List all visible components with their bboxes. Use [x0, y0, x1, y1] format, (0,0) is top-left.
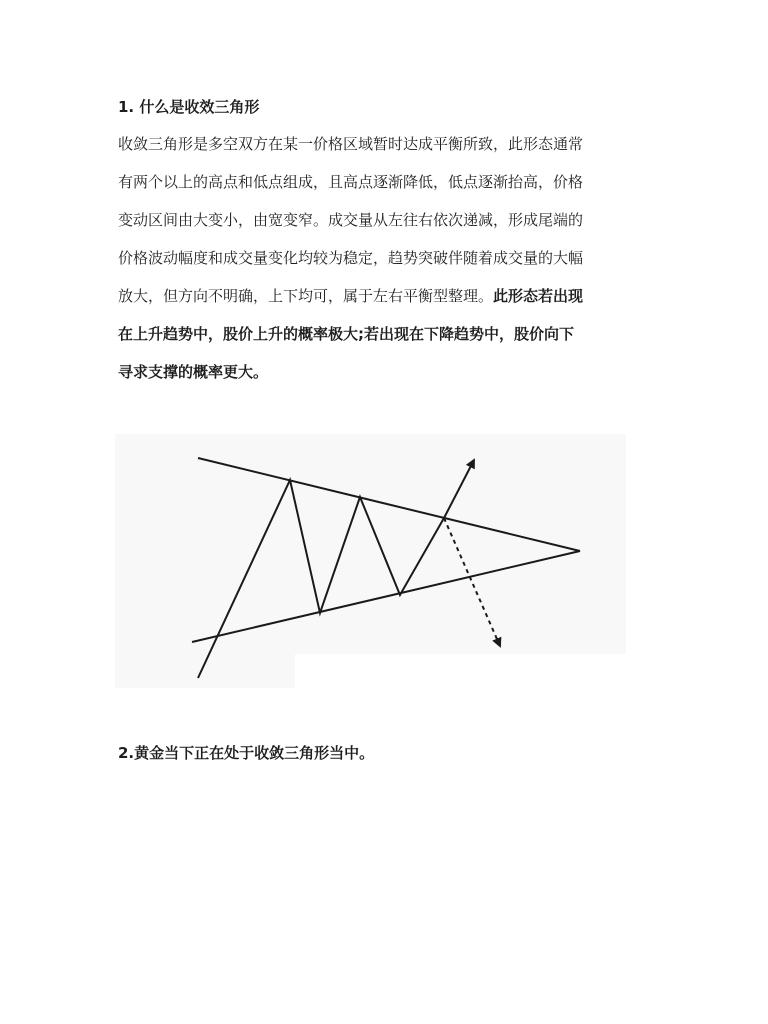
- line-6-bold-text: 在上升趋势中，股价上升的概率极大;若出现在下降趋势中，股价向下: [118, 325, 575, 343]
- diagram-background: [115, 434, 626, 654]
- line-4-regular-text: 价格波动幅度和成交量变化均较为稳定，趋势突破伴随着成交量的大幅: [118, 249, 584, 267]
- line-3-regular-text: 变动区间由大变小，由宽变窄。成交量从左往右依次递减，形成尾端的: [118, 211, 584, 229]
- paragraph-line-3: [118, 207, 658, 245]
- paragraph-line-2: [118, 169, 658, 207]
- section-2-title: 2.黄金当下正在处于收敛三角形当中。: [118, 744, 375, 762]
- diagram-background-tail: [115, 654, 295, 688]
- paragraph-line-6: [118, 321, 658, 359]
- line-5-regular-text: 放大，但方向不明确，上下均可，属于左右平衡型整理。: [118, 287, 494, 305]
- section-1-title: 1. 什么是收效三角形: [118, 98, 260, 116]
- line-2-regular-text: 有两个以上的高点和低点组成，且高点逐渐降低，低点逐渐抬高，价格: [118, 173, 584, 191]
- line-1-regular-text: 收敛三角形是多空双方在某一价格区域暂时达成平衡所致，此形态通常: [118, 135, 584, 153]
- paragraph-line-5: [118, 283, 658, 321]
- line-7-bold-text: 寻求支撑的概率更大。: [118, 363, 269, 381]
- section-1-paragraph: [118, 131, 658, 397]
- line-5-bold-text: 此形态若出现: [493, 287, 584, 305]
- paragraph-line-7: [118, 359, 658, 397]
- paragraph-line-1: [118, 131, 658, 169]
- paragraph-line-4: [118, 245, 658, 283]
